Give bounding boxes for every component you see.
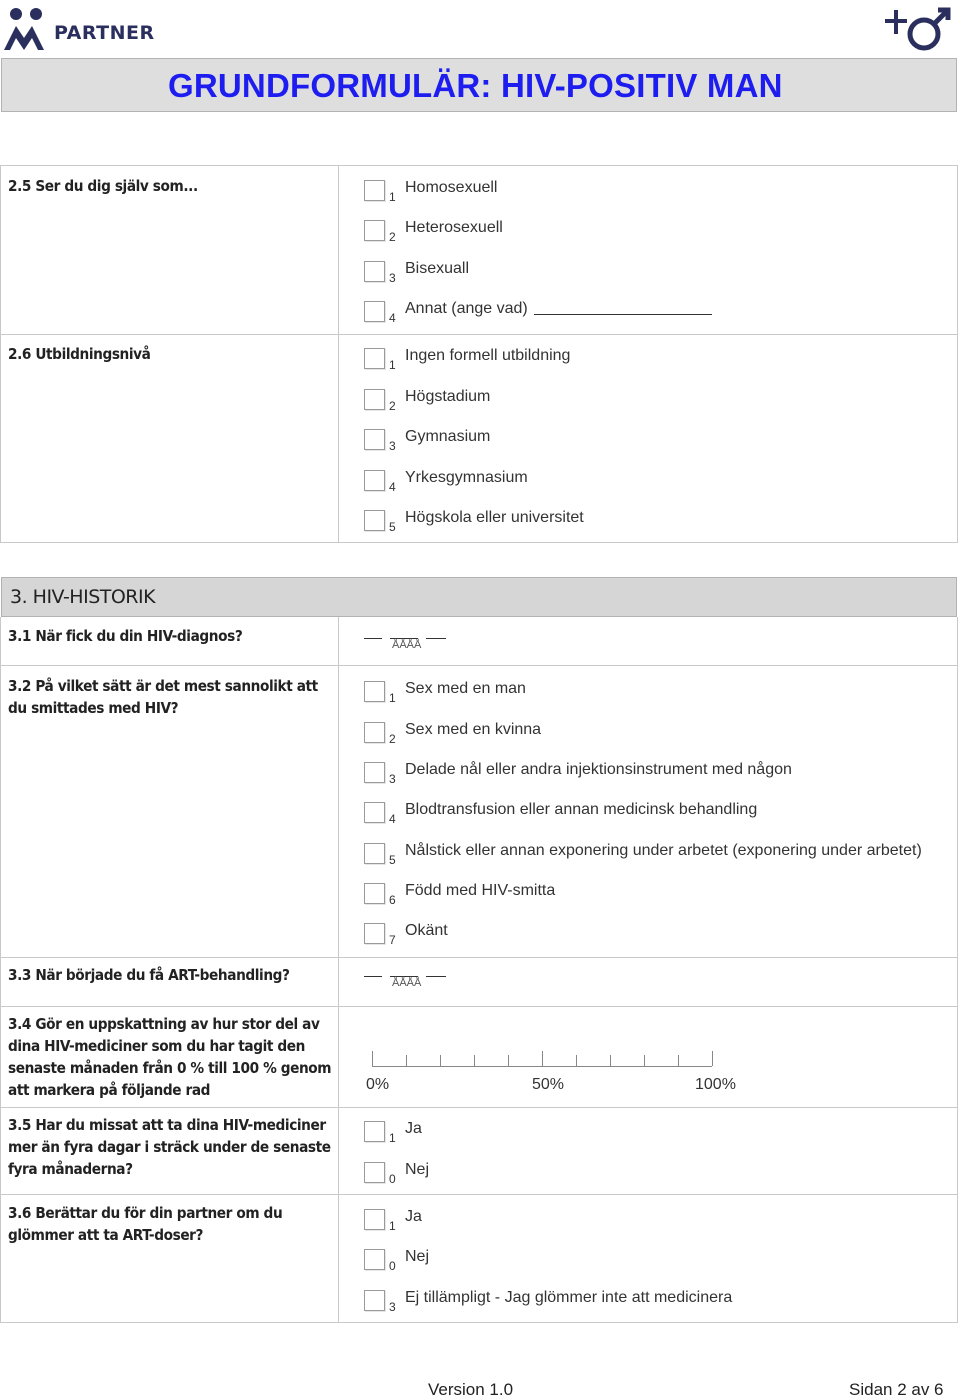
checkbox[interactable] <box>364 510 385 531</box>
option-3-5-0[interactable] <box>364 1160 944 1190</box>
option-label: Sex med en kvinna <box>405 721 542 738</box>
page-header <box>0 0 960 58</box>
option-3-2-2[interactable] <box>364 720 944 750</box>
option-label: Bisexuall <box>405 260 470 277</box>
scale-tick <box>712 1051 713 1066</box>
question-3-6: 3.6 Berättar du för din partner om du glömmer att ta ART-doser? <box>8 1204 283 1244</box>
option-3-6-0[interactable] <box>364 1247 944 1277</box>
checkbox[interactable] <box>364 1209 385 1230</box>
checkbox[interactable] <box>364 762 385 783</box>
year-blank <box>364 638 382 639</box>
checkbox[interactable] <box>364 1249 385 1270</box>
scale-tick <box>406 1055 407 1066</box>
option-2-5-3[interactable] <box>364 259 944 289</box>
option-code: 5 <box>389 853 396 867</box>
male-female-symbol-icon <box>882 4 954 54</box>
page-number: Sidan 2 av 6 <box>849 1380 944 1397</box>
option-3-2-4[interactable] <box>364 800 944 830</box>
scale-tick <box>576 1055 577 1066</box>
option-code: 3 <box>389 772 396 786</box>
option-code: 3 <box>389 439 396 453</box>
question-2-6: 2.6 Utbildningsnivå <box>8 345 151 363</box>
option-label: Gymnasium <box>405 428 491 445</box>
divider <box>0 957 958 958</box>
divider <box>0 1107 958 1108</box>
checkbox[interactable] <box>364 470 385 491</box>
option-code: 4 <box>389 311 396 325</box>
percentage-scale[interactable] <box>364 1050 744 1100</box>
option-code: 0 <box>389 1172 396 1186</box>
divider <box>957 165 958 543</box>
year-format-label: ÅÅÅÅ <box>392 639 422 651</box>
checkbox[interactable] <box>364 1290 385 1311</box>
option-3-2-3[interactable] <box>364 760 944 790</box>
option-label: Född med HIV-smitta <box>405 882 556 899</box>
checkbox[interactable] <box>364 722 385 743</box>
option-3-2-1[interactable] <box>364 679 944 709</box>
option-2-6-2[interactable] <box>364 387 944 417</box>
option-label: Delade nål eller andra injektionsinstrument med någon <box>405 761 792 778</box>
option-code: 7 <box>389 933 396 947</box>
page-title: GRUNDFORMULÄR: HIV-POSITIV MAN <box>168 67 783 104</box>
divider <box>0 617 1 1323</box>
option-2-6-5[interactable] <box>364 508 944 538</box>
option-code: 4 <box>389 480 396 494</box>
option-3-2-5[interactable] <box>364 841 944 871</box>
scale-tick <box>678 1055 679 1066</box>
option-label: Homosexuell <box>405 179 498 196</box>
option-label-text: Annat (ange vad) <box>405 300 528 317</box>
option-2-6-3[interactable] <box>364 427 944 457</box>
checkbox[interactable] <box>364 261 385 282</box>
option-label: Yrkesgymnasium <box>405 469 528 486</box>
option-code: 1 <box>389 190 396 204</box>
divider <box>0 1006 958 1007</box>
option-2-6-1[interactable] <box>364 346 944 376</box>
option-label: Ja <box>405 1120 422 1137</box>
checkbox[interactable] <box>364 348 385 369</box>
option-label <box>405 300 712 318</box>
year-field-3-3[interactable] <box>364 966 454 994</box>
divider <box>338 165 339 543</box>
option-code: 2 <box>389 230 396 244</box>
question-3-1: 3.1 När fick du din HIV-diagnos? <box>8 627 243 645</box>
scale-axis[interactable] <box>372 1066 712 1067</box>
scale-tick <box>508 1055 509 1066</box>
checkbox[interactable] <box>364 220 385 241</box>
scale-label-max: 100% <box>695 1076 736 1093</box>
logo-text: PARTNER <box>54 22 155 44</box>
option-label: Ej tillämpligt - Jag glömmer inte att medicinera <box>405 1289 733 1306</box>
year-field-3-1[interactable] <box>364 628 454 656</box>
option-label: Ja <box>405 1208 422 1225</box>
question-3-3: 3.3 När började du få ART-behandling? <box>8 966 290 984</box>
divider <box>0 334 958 335</box>
checkbox[interactable] <box>364 301 385 322</box>
scale-tick <box>474 1055 475 1066</box>
scale-label-min: 0% <box>366 1076 390 1093</box>
checkbox[interactable] <box>364 883 385 904</box>
option-code: 3 <box>389 1300 396 1314</box>
option-label: Ingen formell utbildning <box>405 347 571 364</box>
option-2-5-4[interactable] <box>364 299 944 329</box>
checkbox[interactable] <box>364 923 385 944</box>
partner-logo <box>2 4 162 54</box>
section-title: 3. HIV-HISTORIK <box>10 586 156 608</box>
divider <box>957 617 958 1323</box>
year-format-label: ÅÅÅÅ <box>392 977 422 989</box>
question-3-4: 3.4 Gör en uppskattning av hur stor del av dina HIV-mediciner som du har tagit den senaste månaden från 0 % till 100 % genom att markera på följande rad <box>8 1015 332 1099</box>
option-3-5-1[interactable] <box>364 1119 944 1149</box>
option-3-2-7[interactable] <box>364 921 944 951</box>
checkbox[interactable] <box>364 843 385 864</box>
option-code: 2 <box>389 732 396 746</box>
scale-tick <box>372 1051 373 1066</box>
checkbox[interactable] <box>364 681 385 702</box>
option-label: Nej <box>405 1161 430 1178</box>
year-blank <box>426 976 446 977</box>
option-code: 1 <box>389 1219 396 1233</box>
scale-tick <box>644 1055 645 1066</box>
option-code: 0 <box>389 1259 396 1273</box>
option-label: Högskola eller universitet <box>405 509 584 526</box>
write-in-line[interactable] <box>534 314 712 315</box>
version-label: Version 1.0 <box>428 1380 514 1397</box>
question-3-5: 3.5 Har du missat att ta dina HIV-mediciner mer än fyra dagar i sträck under de senaste fyra månaderna? <box>8 1116 331 1178</box>
option-code: 6 <box>389 893 396 907</box>
option-2-5-1[interactable] <box>364 178 944 208</box>
divider <box>0 665 958 666</box>
checkbox[interactable] <box>364 180 385 201</box>
option-code: 1 <box>389 358 396 372</box>
checkbox[interactable] <box>364 802 385 823</box>
divider <box>0 165 1 543</box>
option-3-6-3[interactable] <box>364 1288 944 1318</box>
scale-label-mid: 50% <box>532 1076 565 1093</box>
option-code: 1 <box>389 1131 396 1145</box>
checkbox[interactable] <box>364 429 385 450</box>
option-label: Nålstick eller annan exponering under arbetet (exponering under arbetet) <box>405 842 922 859</box>
checkbox[interactable] <box>364 389 385 410</box>
question-3-2: 3.2 På vilket sätt är det mest sannolikt att du smittades med HIV? <box>8 677 318 717</box>
section-header <box>1 577 957 617</box>
option-label: Okänt <box>405 922 448 939</box>
divider <box>338 617 339 1323</box>
question-2-5: 2.5 Ser du dig själv som... <box>8 177 198 195</box>
option-code: 3 <box>389 271 396 285</box>
option-label: Heterosexuell <box>405 219 503 236</box>
divider <box>0 542 958 543</box>
scale-tick <box>610 1055 611 1066</box>
option-label: Sex med en man <box>405 680 526 697</box>
year-blank <box>364 976 382 977</box>
option-code: 4 <box>389 812 396 826</box>
people-icon <box>2 4 62 54</box>
option-code: 5 <box>389 520 396 534</box>
divider <box>0 1322 958 1323</box>
option-label: Blodtransfusion eller annan medicinsk behandling <box>405 801 758 818</box>
option-code: 1 <box>389 691 396 705</box>
divider <box>0 1194 958 1195</box>
option-3-6-1[interactable] <box>364 1207 944 1237</box>
checkbox[interactable] <box>364 1162 385 1183</box>
option-3-2-6[interactable] <box>364 881 944 911</box>
checkbox[interactable] <box>364 1121 385 1142</box>
option-label: Nej <box>405 1248 430 1265</box>
scale-tick <box>542 1051 543 1066</box>
divider <box>0 165 958 166</box>
year-blank <box>426 638 446 639</box>
option-2-5-2[interactable] <box>364 218 944 248</box>
option-code: 2 <box>389 399 396 413</box>
option-label: Högstadium <box>405 388 491 405</box>
scale-tick <box>440 1055 441 1066</box>
option-2-6-4[interactable] <box>364 468 944 498</box>
title-bar <box>1 58 957 112</box>
